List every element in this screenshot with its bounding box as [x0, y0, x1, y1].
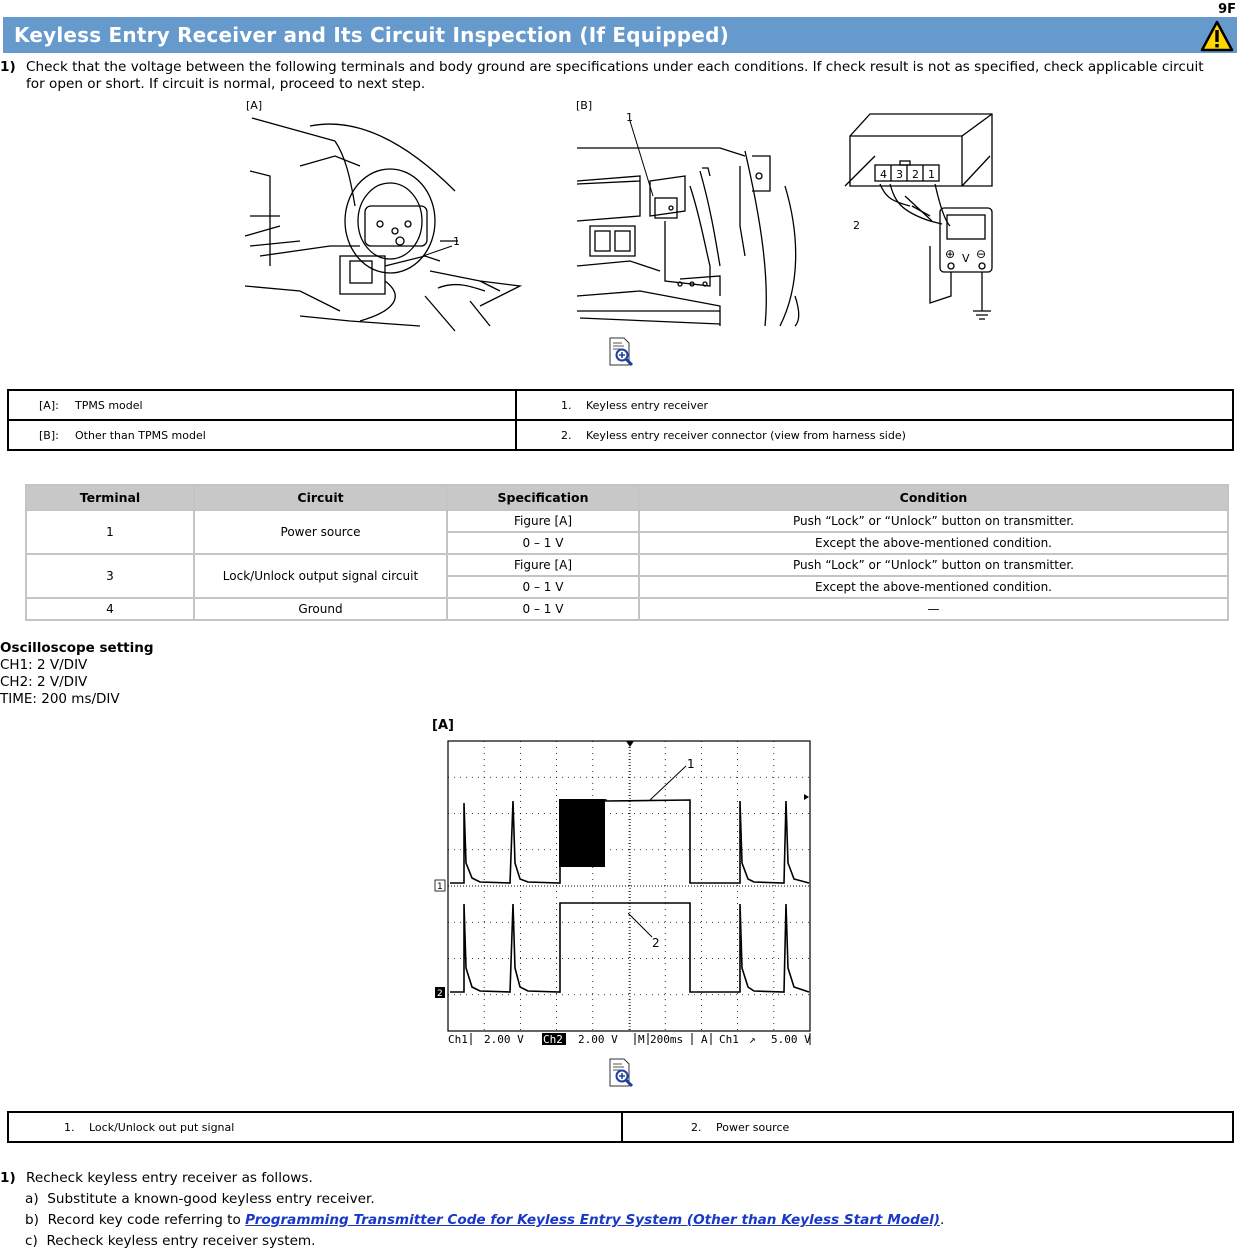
channel-2-marker: 2 [437, 989, 443, 999]
pin-label: 4 [880, 168, 887, 181]
step-text: Check that the voltage between the following terminals and body ground are specifications under each conditions. If check result is not as specified, check applicable circuit for open or short. If circuit is normal, proceed to next step. [26, 59, 1204, 92]
specification-table [25, 484, 1229, 621]
circuit-cell: Lock/Unlock output signal circuit [194, 554, 447, 598]
substep-text: Substitute a known-good keyless entry receiver. [47, 1191, 375, 1207]
legend-row [8, 390, 1233, 420]
condition-cell: Push “Lock” or “Unlock” button on transmitter. [639, 554, 1228, 576]
status-ch1-scale: 2.00 V [484, 1033, 524, 1046]
status-trigger-channel: Ch1 [719, 1033, 739, 1046]
status-ch2: Ch2 [543, 1033, 563, 1046]
legend-cell [622, 1112, 1233, 1142]
pin-label: 3 [896, 168, 903, 181]
spec-cell: 0 – 1 V [447, 532, 639, 554]
magnify-icon[interactable] [608, 337, 634, 367]
scope-status-bar [448, 1033, 811, 1046]
status-m: M [638, 1033, 645, 1046]
legend-key: [A]: [39, 398, 59, 412]
page-title: Keyless Entry Receiver and Its Circuit Inspection (If Equipped) [3, 17, 1237, 53]
status-a: A [701, 1033, 708, 1046]
substep-key: b) [25, 1212, 39, 1228]
connector-meter-drawing [845, 114, 992, 319]
condition-cell: Push “Lock” or “Unlock” button on transmitter. [639, 510, 1228, 532]
substep-text: Record key code referring to [47, 1212, 246, 1228]
channel-1-burst [559, 799, 605, 867]
legend-key: 2. [691, 1120, 702, 1134]
pin-label: 2 [912, 168, 919, 181]
condition-cell: Except the above-mentioned condition. [639, 532, 1228, 554]
substep-text: Recheck keyless entry receiver system. [46, 1233, 316, 1249]
terminal-cell: 3 [26, 554, 194, 598]
other-model-drawing [577, 148, 799, 326]
channel-1-marker: 1 [437, 882, 443, 892]
legend-text: Lock/Unlock out put signal [89, 1120, 235, 1134]
callout-1-b: 1 [626, 111, 633, 124]
figure-label-b: [B] [576, 99, 593, 112]
status-time: 200ms [650, 1033, 684, 1046]
condition-cell: Except the above-mentioned condition. [639, 576, 1228, 598]
spec-cell: Figure [A] [447, 510, 639, 532]
ch2-setting: CH2: 2 V/DIV [0, 674, 88, 690]
spec-cell: Figure [A] [447, 554, 639, 576]
status-trigger-level: 5.00 V [771, 1033, 811, 1046]
legend-key: 1. [561, 398, 572, 412]
figure-label-a: [A] [246, 99, 263, 112]
oscilloscope-setting [0, 640, 154, 708]
callout-1-a: 1 [453, 235, 460, 248]
pin-label: 1 [928, 168, 935, 181]
step-text: Recheck keyless entry receiver as follows. [26, 1170, 313, 1186]
spec-cell: 0 – 1 V [447, 598, 639, 620]
status-ch1: Ch1 [448, 1033, 468, 1046]
column-header: Terminal [26, 485, 194, 510]
legend-cell [8, 390, 516, 420]
receiver-location-figure [240, 96, 1010, 336]
substep-a [0, 1189, 944, 1210]
column-header: Circuit [194, 485, 447, 510]
legend-cell [516, 390, 1233, 420]
oscilloscope-heading: Oscilloscope setting [0, 640, 154, 656]
column-header: Specification [447, 485, 639, 510]
callout-2: 2 [853, 219, 860, 232]
table-row [26, 510, 1228, 532]
substep-key: a) [25, 1191, 39, 1207]
substep-b [0, 1210, 944, 1231]
meter-letter: V [962, 252, 970, 265]
figure-legend [7, 389, 1234, 451]
step-number: 1) [0, 59, 16, 75]
legend-text: Power source [716, 1120, 790, 1134]
table-row [26, 598, 1228, 620]
time-setting: TIME: 200 ms/DIV [0, 691, 120, 707]
circuit-cell: Power source [194, 510, 447, 554]
status-trigger-slope: ↗ [749, 1033, 756, 1046]
terminal-cell: 1 [26, 510, 194, 554]
magnify-icon[interactable] [608, 1058, 634, 1088]
waveform-callout-2: 2 [652, 936, 660, 950]
legend-row [8, 420, 1233, 450]
table-header [26, 485, 1228, 510]
column-header: Condition [639, 485, 1228, 510]
spec-cell: 0 – 1 V [447, 576, 639, 598]
ch1-setting: CH1: 2 V/DIV [0, 657, 88, 673]
legend-row [8, 1112, 1233, 1142]
legend-key: [B]: [39, 428, 59, 442]
legend-text: TPMS model [75, 398, 143, 412]
recheck-step [0, 1168, 944, 1252]
substep-suffix: . [939, 1212, 945, 1228]
status-ch2-scale: 2.00 V [578, 1033, 618, 1046]
legend-cell [8, 1112, 622, 1142]
legend-cell [8, 420, 516, 450]
meter-plus: ⊕ [945, 247, 956, 261]
substep-key: c) [25, 1233, 38, 1249]
programming-transmitter-code-link[interactable]: Programming Transmitter Code for Keyless Entry System (Other than Keyless Start Model) [245, 1212, 940, 1228]
circuit-cell: Ground [194, 598, 447, 620]
condition-cell: — [639, 598, 1228, 620]
substep-c [0, 1231, 944, 1252]
table-row [26, 554, 1228, 576]
waveform-legend [7, 1111, 1234, 1143]
legend-cell [516, 420, 1233, 450]
legend-text: Other than TPMS model [75, 428, 206, 442]
meter-minus: ⊖ [976, 247, 987, 261]
legend-text: Keyless entry receiver [586, 398, 709, 412]
warning-icon [1200, 20, 1234, 52]
page-code: 9F [1218, 2, 1236, 17]
tpms-model-drawing [245, 118, 520, 331]
step-1 [0, 59, 1225, 93]
legend-text: Keyless entry receiver connector (view from harness side) [586, 428, 906, 442]
step-number: 1) [0, 1170, 16, 1186]
terminal-cell: 4 [26, 598, 194, 620]
oscilloscope-waveform [428, 713, 818, 1047]
scope-label: [A] [432, 718, 454, 733]
legend-key: 2. [561, 428, 572, 442]
waveform-callout-1: 1 [687, 757, 695, 771]
legend-key: 1. [64, 1120, 75, 1134]
